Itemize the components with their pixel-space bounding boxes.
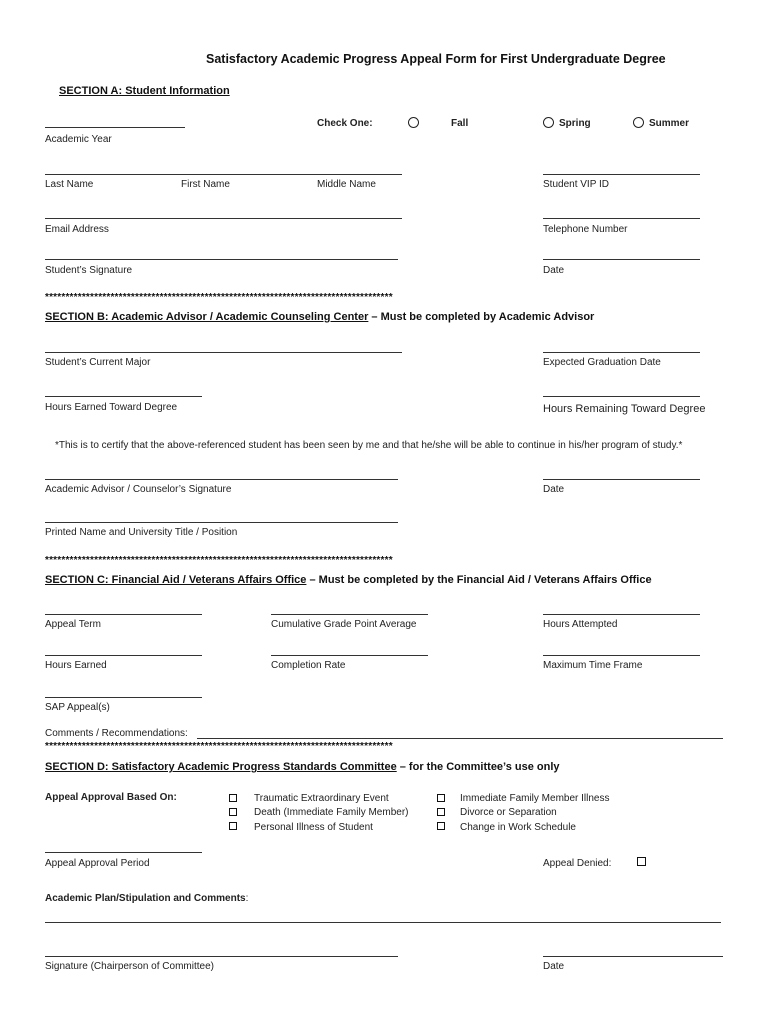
summer-radio[interactable] (633, 117, 644, 128)
form-title: Satisfactory Academic Progress Appeal Form for First Undergraduate Degree (206, 52, 666, 66)
comments-label: Comments / Recommendations: (45, 728, 188, 739)
hours-earned-degree-field[interactable] (45, 396, 202, 397)
plan-comments-field[interactable] (45, 922, 721, 923)
separator-stars: ************************************************************************************* (45, 741, 393, 752)
section-d-heading: SECTION D: Satisfactory Academic Progress Standards Committee – for the Committee’s use only (45, 761, 560, 773)
family-illness-checkbox[interactable] (437, 794, 445, 802)
hours-earned-degree-label: Hours Earned Toward Degree (45, 402, 178, 413)
divorce-label: Divorce or Separation (460, 807, 557, 818)
section-b-heading: SECTION B: Academic Advisor / Academic Counseling Center – Must be completed by Academic Advisor (45, 311, 595, 323)
student-signature-field[interactable] (45, 259, 398, 260)
family-illness-label: Immediate Family Member Illness (460, 793, 610, 804)
fall-label: Fall (451, 118, 469, 129)
student-vip-id-field[interactable] (543, 174, 700, 175)
advisor-signature-field[interactable] (45, 479, 398, 480)
student-date-label: Date (543, 265, 565, 276)
summer-label: Summer (649, 118, 690, 129)
telephone-number-field[interactable] (543, 218, 700, 219)
section-a-heading: SECTION A: Student Information (59, 85, 230, 97)
current-major-field[interactable] (45, 352, 402, 353)
first-name-label: First Name (181, 179, 230, 190)
chair-date-label: Date (543, 961, 565, 972)
last-name-label: Last Name (45, 179, 94, 190)
max-time-frame-label: Maximum Time Frame (543, 660, 643, 671)
max-time-frame-field[interactable] (543, 655, 700, 656)
expected-graduation-field[interactable] (543, 352, 700, 353)
appeal-denied-label: Appeal Denied: (543, 858, 612, 869)
printed-name-field[interactable] (45, 522, 398, 523)
hours-attempted-field[interactable] (543, 614, 700, 615)
separator-stars: ************************************************************************************* (45, 555, 393, 566)
work-schedule-label: Change in Work Schedule (460, 822, 576, 833)
student-vip-id-label: Student VIP ID (543, 179, 609, 190)
appeal-term-field[interactable] (45, 614, 202, 615)
chair-signature-label: Signature (Chairperson of Committee) (45, 961, 214, 972)
current-major-label: Student’s Current Major (45, 357, 151, 368)
hours-remaining-label: Hours Remaining Toward Degree (543, 403, 706, 415)
advisor-date-label: Date (543, 484, 565, 495)
chair-date-field[interactable] (543, 956, 723, 957)
certification-statement: *This is to certify that the above-referenced student has been seen by me and that he/she will be able to continue in his/her program of study.* (55, 440, 683, 451)
cumulative-gpa-field[interactable] (271, 614, 428, 615)
academic-year-label: Academic Year (45, 134, 112, 145)
telephone-number-label: Telephone Number (543, 224, 628, 235)
approval-period-label: Appeal Approval Period (45, 858, 150, 869)
hours-earned-field[interactable] (45, 655, 202, 656)
appeal-denied-checkbox[interactable] (637, 857, 646, 866)
name-field[interactable] (45, 174, 402, 175)
fall-radio[interactable] (408, 117, 419, 128)
academic-year-field[interactable] (45, 127, 185, 128)
appeal-term-label: Appeal Term (45, 619, 101, 630)
divorce-checkbox[interactable] (437, 808, 445, 816)
hours-remaining-field[interactable] (543, 396, 700, 397)
expected-graduation-label: Expected Graduation Date (543, 357, 661, 368)
death-family-checkbox[interactable] (229, 808, 237, 816)
completion-rate-field[interactable] (271, 655, 428, 656)
email-address-label: Email Address (45, 224, 109, 235)
section-c-heading: SECTION C: Financial Aid / Veterans Affairs Office – Must be completed by the Financial Aid / Veterans Affairs Office (45, 574, 652, 586)
death-family-label: Death (Immediate Family Member) (254, 807, 409, 818)
approval-based-on-label: Appeal Approval Based On: (45, 792, 177, 803)
advisor-date-field[interactable] (543, 479, 700, 480)
traumatic-event-label: Traumatic Extraordinary Event (254, 793, 389, 804)
personal-illness-label: Personal Illness of Student (254, 822, 373, 833)
email-address-field[interactable] (45, 218, 402, 219)
personal-illness-checkbox[interactable] (229, 822, 237, 830)
separator-stars: ************************************************************************************* (45, 292, 393, 303)
advisor-signature-label: Academic Advisor / Counselor’s Signature (45, 484, 232, 495)
spring-radio[interactable] (543, 117, 554, 128)
traumatic-event-checkbox[interactable] (229, 794, 237, 802)
student-signature-label: Student’s Signature (45, 265, 133, 276)
plan-comments-label: Academic Plan/Stipulation and Comments: (45, 893, 249, 904)
check-one-label: Check One: (317, 118, 373, 129)
hours-attempted-label: Hours Attempted (543, 619, 618, 630)
work-schedule-checkbox[interactable] (437, 822, 445, 830)
sap-appeals-label: SAP Appeal(s) (45, 702, 110, 713)
middle-name-label: Middle Name (317, 179, 376, 190)
hours-earned-label: Hours Earned (45, 660, 107, 671)
spring-label: Spring (559, 118, 591, 129)
comments-field[interactable] (197, 738, 723, 739)
completion-rate-label: Completion Rate (271, 660, 346, 671)
approval-period-field[interactable] (45, 852, 202, 853)
chair-signature-field[interactable] (45, 956, 398, 957)
cumulative-gpa-label: Cumulative Grade Point Average (271, 619, 417, 630)
student-date-field[interactable] (543, 259, 700, 260)
sap-appeals-field[interactable] (45, 697, 202, 698)
printed-name-label: Printed Name and University Title / Position (45, 527, 238, 538)
